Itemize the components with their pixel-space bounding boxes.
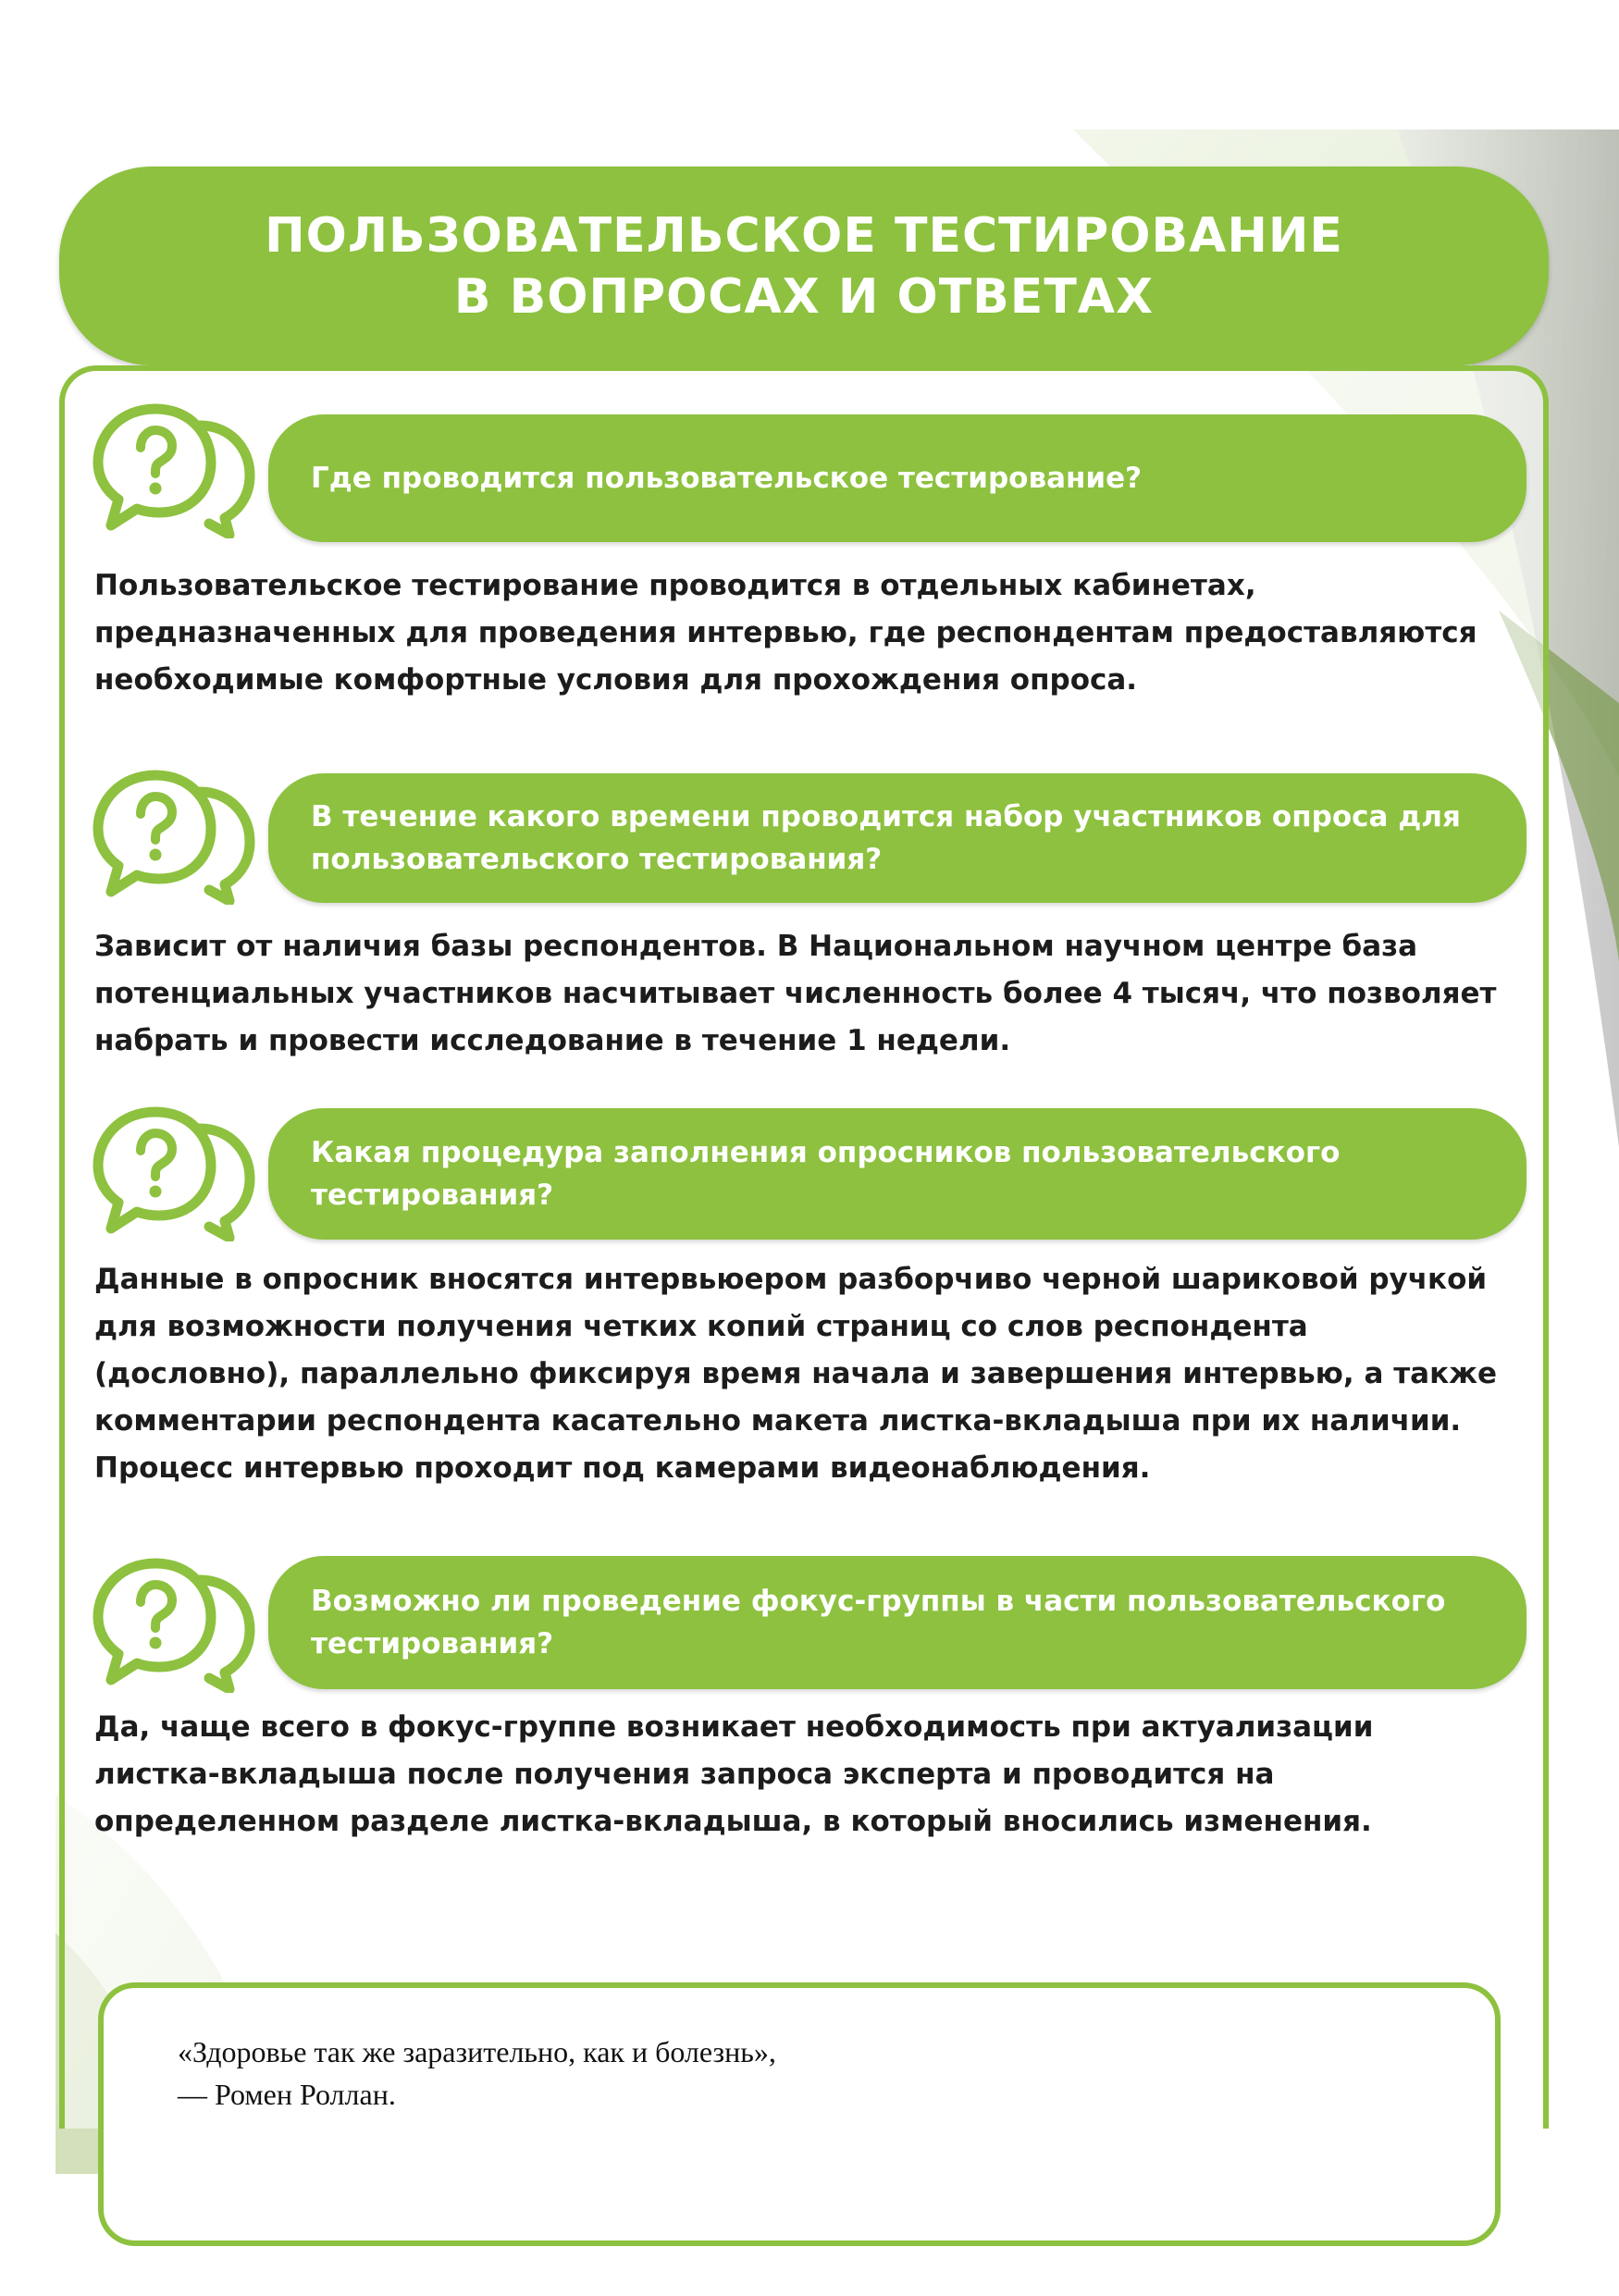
page-title-line-2: В ВОПРОСАХ И ОТВЕТАХ (453, 268, 1155, 325)
question-speech-bubbles-icon (91, 400, 276, 538)
question-speech-bubbles-icon (91, 766, 276, 905)
question-3-text: Какая процедура заполнения опросников пользовательского тестирования? (311, 1136, 1341, 1212)
question-pill-4 (268, 1556, 1526, 1689)
answer-2-text: Зависит от наличия базы респондентов. В Национальном научном центре база потенциальных участников насчитывает численность более 4 тысяч, что позволяет набрать и провести исследование в течение 1 недели. (94, 930, 1497, 1057)
title-banner (59, 167, 1549, 365)
quote-text: «Здоровье так же заразительно, как и болезнь», (178, 2035, 776, 2068)
question-speech-bubbles-icon (91, 1103, 276, 1241)
question-2-text: В течение какого времени проводится набор участников опроса для пользовательского тестирования? (311, 800, 1461, 876)
question-speech-bubbles-icon (91, 1554, 276, 1693)
page-title-line-1: ПОЛЬЗОВАТЕЛЬСКОЕ ТЕСТИРОВАНИЕ (265, 207, 1343, 264)
quote-box (98, 1982, 1501, 2246)
question-4-text: Возможно ли проведение фокус-группы в части пользовательского тестирования? (311, 1585, 1446, 1660)
quote-author: — Ромен Роллан. (178, 2078, 396, 2111)
answer-4-text: Да, чаще всего в фокус-группе возникает необходимость при актуализации листка-вкладыша после получения запроса эксперта и проводится на определенном разделе листка-вкладыша, в который вносились изменения. (94, 1710, 1374, 1838)
question-pill-1 (268, 414, 1526, 542)
answer-1-text: Пользовательское тестирование проводится в отдельных кабинетах, предназначенных для проведения интервью, где респондентам предоставляются необходимые комфортные условия для прохождения опроса. (94, 569, 1477, 697)
question-pill-3 (268, 1108, 1526, 1240)
question-1-text: Где проводится пользовательское тестирование? (311, 462, 1143, 495)
question-pill-2 (268, 773, 1526, 903)
answer-3-text: Данные в опросник вносятся интервьюером разборчиво черной шариковой ручкой для возможности получения четких копий страниц со слов респондента (дословно), параллельно фиксируя время начала и завершения интервью, а также комментарии респондента касательно макета листка-вкладыша при их наличии. Процесс интервью проходит под камерами видеонаблюдения. (94, 1263, 1498, 1485)
